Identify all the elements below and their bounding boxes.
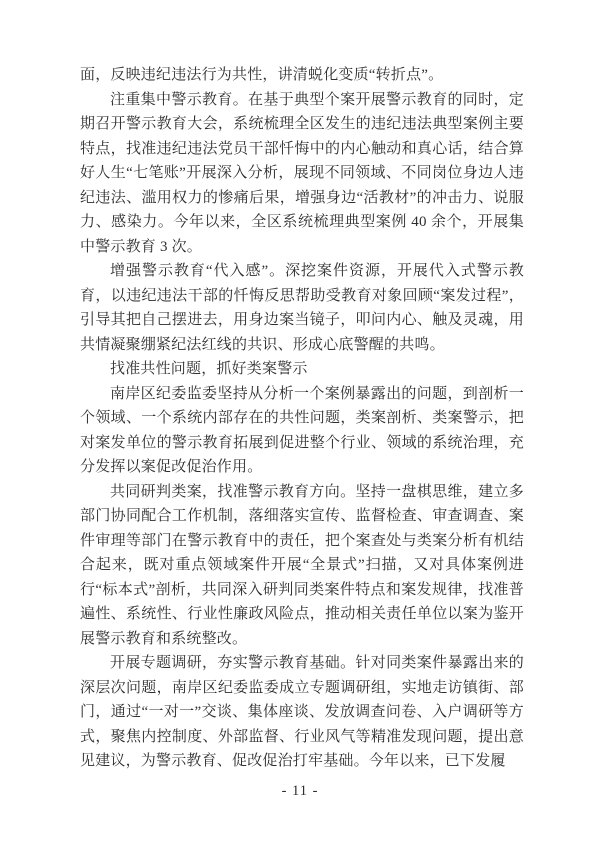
paragraph-enhance-immersion: 增强警示教育“代入感”。深挖案件资源，开展代入式警示教育，以违纪违法干部的忏悔反思帮助受教育对象回顾“案发过程”，引导其把自己摆进去，用身边案当镜子，叩问内心、触及灵魂，用共情凝聚绷紧纪法红线的共识、形成心底警醒的共鸣。 [80, 263, 524, 353]
paragraph-special-research: 开展专题调研，夯实警示教育基础。针对同类案件暴露出来的深层次问题，南岸区纪委监委成立专题调研组，实地走访镇街、部门，通过“一对一”交谈、集体座谈、发放调查问卷、入户调研等方式，聚焦内控制度、外部监督、行业风气等精准发现问题，提出意见建议，为警示教育、促改促治打牢基础。今年以来，已下发履 [80, 655, 524, 769]
paragraph-joint-case-analysis: 共同研判类案，找准警示教育方向。坚持一盘棋思维，建立多部门协同配合工作机制，落细落实宣传、监督检查、审查调查、案件审理等部门在警示教育中的责任，把个案查处与类案分析有机结合起来，既对重点领域案件开展“全景式”扫描，又对具体案例进行“标本式”剖析，共同深入研判同类案件特点和案发规律，找准普遍性、系统性、行业性廉政风险点，推动相关责任单位以案为鉴开展警示教育和系统整改。 [80, 483, 524, 647]
paragraph-focus-centralized-education: 注重集中警示教育。在基于典型个案开展警示教育的同时，定期召开警示教育大会，系统梳理全区发生的违纪违法典型案例主要特点，找准违纪违法党员干部忏悔中的内心触动和真心话，结合算好人生“七笔账”开展深入分析，展现不同领域、不同岗位身边人违纪违法、滥用权力的惨痛后果，增强身边“活教材”的冲击力、说服力、感染力。今年以来，全区系统梳理典型案例 40 余个，开展集中警示教育 3 次。 [80, 91, 524, 255]
body-text-block [80, 63, 524, 774]
paragraph-commission-approach: 南岸区纪委监委坚持从分析一个案例暴露出的问题，到剖析一个领域、一个系统内部存在的共性问题，类案剖析、类案警示，把对案发单位的警示教育拓展到促进整个行业、领域的系统治理，充分发挥以案促改促治作用。 [80, 385, 524, 475]
paragraph-continuation: 面，反映违纪违法行为共性，讲清蜕化变质“转折点”。 [80, 67, 444, 83]
page-number: - 11 - [281, 783, 319, 799]
paragraph-section-heading: 找准共性问题，抓好类案警示 [110, 361, 308, 377]
